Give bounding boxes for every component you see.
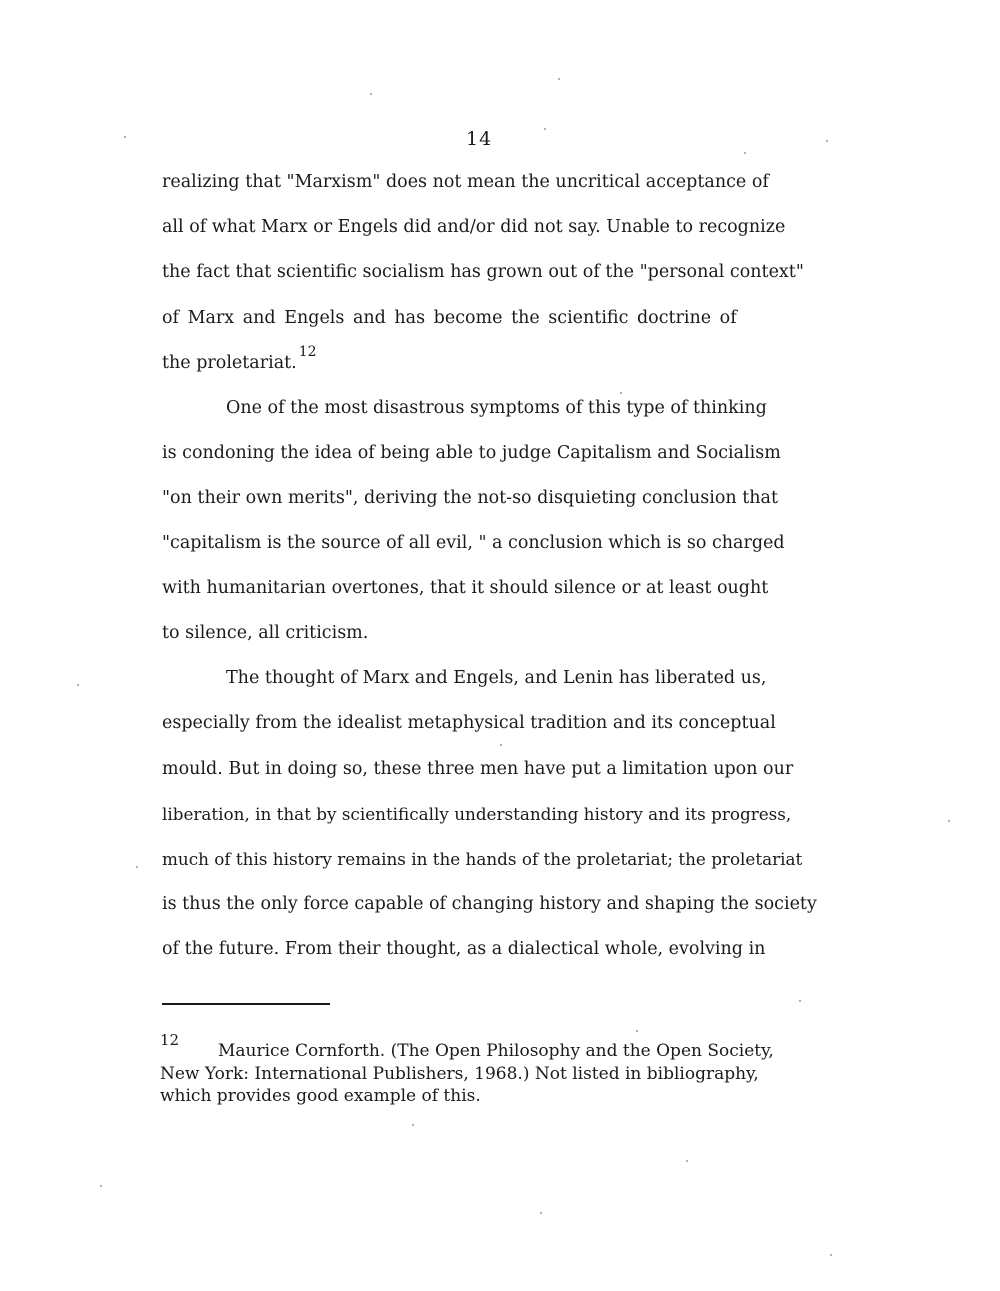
footnote-line: New York: International Publishers, 1968.) Not listed in bibliography, — [160, 1064, 759, 1084]
page-number: 14 — [466, 128, 493, 150]
text-line: of Marx and Engels and has become the scientific doctrine of — [162, 308, 737, 328]
text-line: The thought of Marx and Engels, and Lenin has liberated us, — [226, 668, 767, 688]
text-line: with humanitarian overtones, that it should silence or at least ought — [162, 578, 769, 598]
text-line: to silence, all criticism. — [162, 623, 369, 643]
text-line-with-ref — [162, 344, 317, 373]
text-line: all of what Marx or Engels did and/or did not say. Unable to recognize — [162, 217, 786, 237]
footnote-separator — [162, 1003, 330, 1005]
text-line: realizing that "Marxism" does not mean the uncritical acceptance of — [162, 172, 769, 192]
footnote-line: which provides good example of this. — [160, 1086, 481, 1106]
text-line: of the future. From their thought, as a dialectical whole, evolving in — [162, 939, 766, 959]
text-line: the proletariat. — [162, 353, 297, 373]
text-line: is condoning the idea of being able to judge Capitalism and Socialism — [162, 443, 781, 463]
text-line: One of the most disastrous symptoms of this type of thinking — [226, 398, 767, 418]
text-line: much of this history remains in the hands of the proletariat; the proletariat — [162, 849, 803, 869]
footnote-line: Maurice Cornforth. (The Open Philosophy and the Open Society, — [218, 1041, 774, 1061]
text-line: especially from the idealist metaphysical tradition and its conceptual — [162, 713, 776, 733]
footnote-marker: 12 — [160, 1031, 180, 1049]
text-line: "capitalism is the source of all evil, " a conclusion which is so charged — [162, 533, 785, 553]
text-line: is thus the only force capable of changing history and shaping the society — [162, 894, 817, 914]
text-line: mould. But in doing so, these three men have put a limitation upon our — [162, 759, 794, 779]
text-line: the fact that scientific socialism has grown out of the "personal context" — [162, 262, 804, 282]
footnote-reference: 12 — [298, 344, 317, 360]
text-line: liberation, in that by scientifically understanding history and its progress, — [162, 804, 792, 824]
text-line: "on their own merits", deriving the not-so disquieting conclusion that — [162, 488, 779, 508]
